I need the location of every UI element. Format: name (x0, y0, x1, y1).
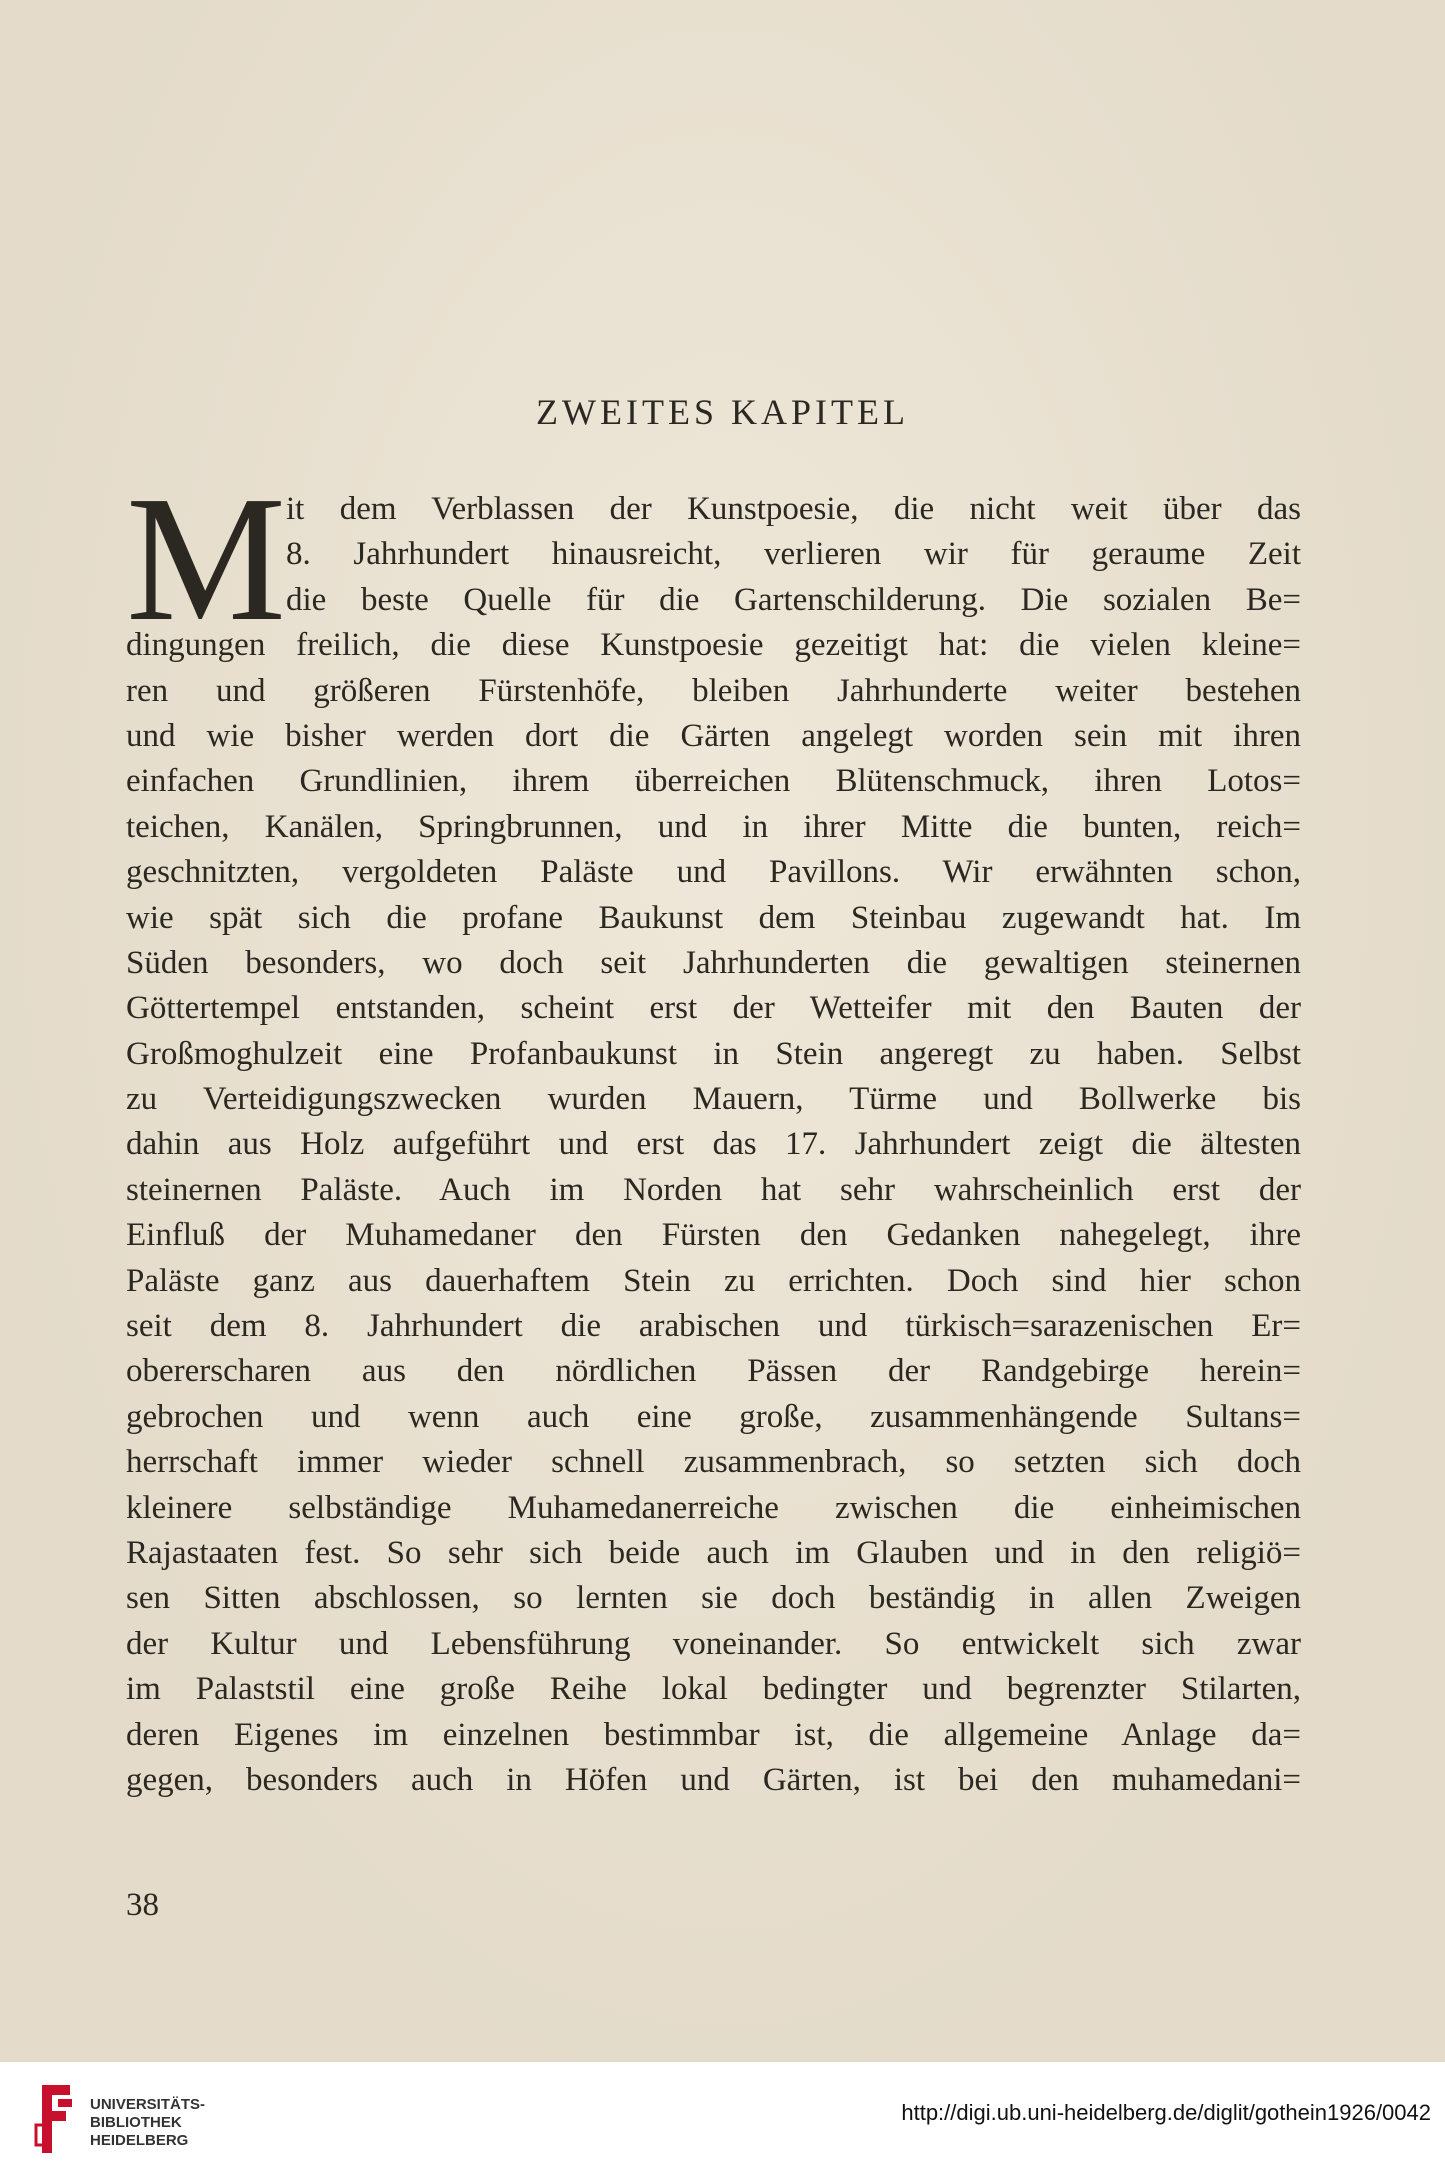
text-line: und wie bisher werden dort die Gärten angelegt worden sein mit ihren (126, 717, 1301, 754)
text-line: einfachen Grundlinien, ihrem überreichen Blütenschmuck, ihren Lotos= (126, 763, 1301, 800)
text-line: wie spät sich die profane Baukunst dem Steinbau zugewandt hat. Im (126, 899, 1301, 936)
text-line: steinernen Paläste. Auch im Norden hat sehr wahrscheinlich erst der (126, 1171, 1301, 1208)
source-url-link[interactable]: http://digi.ub.uni-heidelberg.de/diglit/gothein1926/0042 (901, 2100, 1431, 2125)
text-line: Großmoghulzeit eine Profanbaukunst in Stein angeregt zu haben. Selbst (126, 1035, 1301, 1072)
text-line: gegen, besonders auch in Höfen und Gärten, ist bei den muhamedani= (126, 1761, 1301, 1798)
text-line: deren Eigenes im einzelnen bestimmbar ist, die allgemeine Anlage da= (126, 1716, 1301, 1753)
chapter-title: ZWEITES KAPITEL (536, 392, 909, 432)
text-line: gebrochen und wenn auch eine große, zusammenhängende Sultans= (126, 1398, 1301, 1435)
text-line: Paläste ganz aus dauerhaftem Stein zu errichten. Doch sind hier schon (126, 1262, 1301, 1299)
text-line: die beste Quelle für die Gartenschilderung. Die sozialen Be= (286, 581, 1301, 618)
text-line: der Kultur und Lebensführung voneinander. So entwickelt sich zwar (126, 1625, 1301, 1662)
text-line: dingungen freilich, die diese Kunstpoesie gezeitigt hat: die vielen kleine= (126, 627, 1301, 664)
library-name (90, 2096, 205, 2150)
library-name-line: HEIDELBERG (90, 2132, 189, 2149)
text-line: obererscharen aus den nördlichen Pässen der Randgebirge herein= (126, 1353, 1301, 1390)
page-number: 38 (126, 1887, 159, 1923)
text-line: geschnitzten, vergoldeten Paläste und Pavillons. Wir erwähnten schon, (126, 854, 1301, 891)
text-line: Rajastaaten fest. So sehr sich beide auch im Glauben und in den religiö= (126, 1534, 1301, 1571)
drop-cap: M (126, 459, 287, 658)
text-line: Göttertempel entstanden, scheint erst der Wetteifer mit den Bauten der (126, 990, 1301, 1027)
text-line: ren und größeren Fürstenhöfe, bleiben Jahrhunderte weiter bestehen (126, 672, 1301, 709)
text-line: herrschaft immer wieder schnell zusammenbrach, so setzten sich doch (126, 1444, 1301, 1481)
text-line: Süden besonders, wo doch seit Jahrhunderten die gewaltigen steinernen (126, 944, 1301, 981)
text-line: im Palaststil eine große Reihe lokal bedingter und begrenzter Stilarten, (126, 1671, 1301, 1708)
text-line: seit dem 8. Jahrhundert die arabischen und türkisch=sarazenischen Er= (126, 1308, 1301, 1345)
library-name-line: UNIVERSITÄTS- (90, 2096, 206, 2113)
text-line: sen Sitten abschlossen, so lernten sie doch beständig in allen Zweigen (126, 1580, 1301, 1617)
text-line: 8. Jahrhundert hinausreicht, verlieren wir für geraume Zeit (286, 536, 1301, 573)
body-text (126, 487, 1301, 1803)
text-line: teichen, Kanälen, Springbrunnen, und in ihrer Mitte die bunten, reich= (126, 808, 1301, 845)
text-line: it dem Verblassen der Kunstpoesie, die nicht weit über das (286, 491, 1301, 527)
text-line: kleinere selbständige Muhamedanerreiche zwischen die einheimischen (126, 1489, 1301, 1526)
library-name-line: BIBLIOTHEK (90, 2114, 182, 2131)
text-line: dahin aus Holz aufgeführt und erst das 17. Jahrhundert zeigt die ältesten (126, 1126, 1301, 1163)
text-line: Einfluß der Muhamedaner den Fürsten den Gedanken nahegelegt, ihre (126, 1217, 1301, 1254)
library-logo-icon (28, 2081, 84, 2157)
text-line: zu Verteidigungszwecken wurden Mauern, Türme und Bollwerke bis (126, 1081, 1301, 1118)
